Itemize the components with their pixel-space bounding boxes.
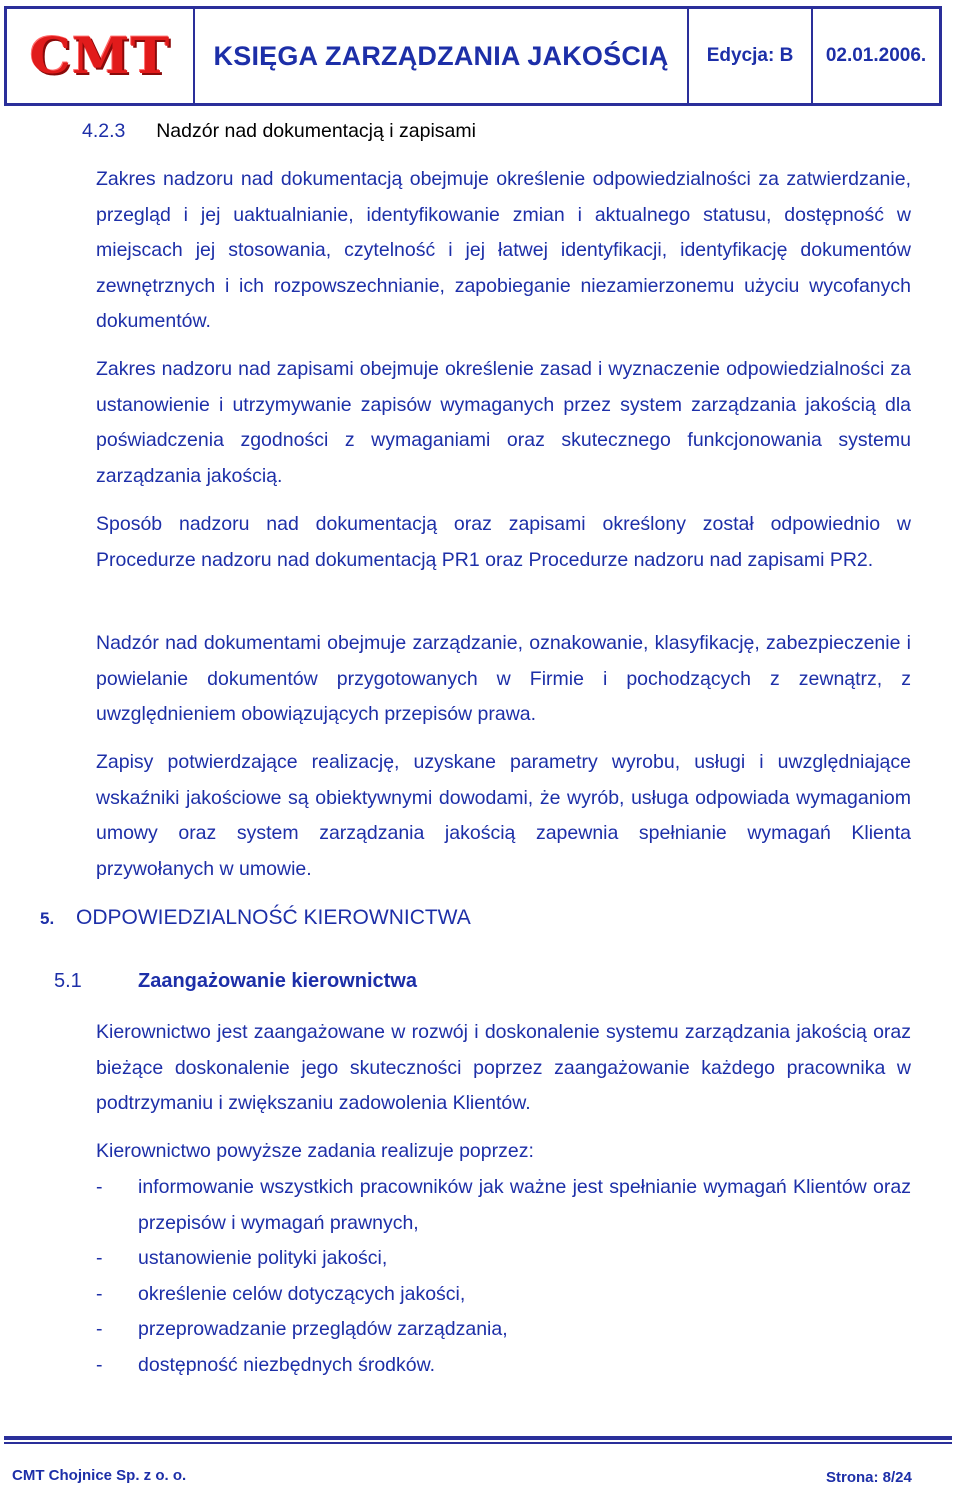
footer-company: CMT Chojnice Sp. z o. o. (12, 1467, 187, 1484)
list-item: - przeprowadzanie przeglądów zarządzania, (96, 1318, 508, 1341)
paragraph: Zakres nadzoru nad zapisami obejmuje określenie zasad i wyznaczenie odpowiedzialności za ustanowienie i utrzymywanie zapisów wymaganych przez system zarządzania jakością dla poświadczenia zgodności z wymaganiami oraz skutecznego funkcjonowania systemu zarządzania jakością. (96, 358, 911, 487)
list-item: - określenie celów dotyczących jakości, (96, 1282, 466, 1305)
footer-rule-thin (4, 1442, 952, 1444)
list-item: - ustanowienie polityki jakości, (96, 1247, 388, 1270)
paragraph: Kierownictwo powyższe zadania realizuje poprzez: (96, 1140, 534, 1162)
paragraph: Nadzór nad dokumentami obejmuje zarządzanie, oznakowanie, klasyfikację, zabezpieczenie i powielanie dokumentów przygotowanych w Firmie i pochodzących z zewnątrz, z uwzględnieniem obowiązujących przepisów prawa. (96, 632, 911, 726)
chapter-title: ODPOWIEDZIALNOŚĆ KIEROWNICTWA (76, 906, 471, 929)
edition-date: 02.01.2006. (825, 45, 927, 66)
paragraph: Kierownictwo jest zaangażowane w rozwój i doskonalenie systemu zarządzania jakością oraz bieżące doskonalenie jego skuteczności poprzez zaangażowanie każdego pracownika w podtrzymaniu i zwiększaniu zadowolenia Klientów. (96, 1021, 911, 1115)
company-logo (7, 9, 195, 103)
section-heading-423 (82, 120, 476, 143)
chapter-heading-5 (40, 906, 471, 930)
document-header (4, 6, 942, 106)
footer-page-number: Strona: 8/24 (826, 1469, 912, 1486)
document-title: KSIĘGA ZARZĄDZANIA JAKOŚCIĄ (195, 9, 689, 103)
responsibility-list (96, 1170, 911, 1384)
section-title: Nadzór nad dokumentacją i zapisami (156, 120, 476, 142)
list-item: - dostępność niezbędnych środków. (96, 1353, 436, 1376)
paragraph: Zapisy potwierdzające realizację, uzyskane parametry wyrobu, usługi i uwzględniające wskaźniki jakościowe są obiektywnymi dowodami, że wyrób, usługa odpowiada wymaganiom umowy oraz system zarządzania jakością zapewnia spełnianie wymagań Klienta przywołanych w umowie. (96, 751, 911, 880)
chapter-number: 5. (40, 909, 55, 928)
edition-label: Edycja: B (689, 9, 813, 103)
section-number: 4.2.3 (82, 120, 126, 142)
paragraph: Zakres nadzoru nad dokumentacją obejmuje określenie odpowiedzialności za zatwierdzanie, przegląd i jej uaktualnianie, identyfikowanie zmian i aktualnego statusu, dostępność w miejscach jej stosowania, czytelność i jej łatwej identyfikacji, identyfikację dokumentów zewnętrznych i ich rozpowszechnianie, zapobieganie niezamierzonemu użyciu wycofanych dokumentów. (96, 168, 911, 333)
paragraph: Sposób nadzoru nad dokumentacją oraz zapisami określony został odpowiednio w Procedurze nadzoru nad dokumentacją PR1 oraz Procedurze nadzoru nad zapisami PR2. (96, 513, 911, 571)
footer-rule-thick (4, 1436, 952, 1440)
logo-text: CMT (29, 27, 171, 85)
section-number: 5.1 (54, 970, 82, 992)
section-heading-51 (54, 970, 417, 993)
section-title: Zaangażowanie kierownictwa (138, 970, 417, 992)
list-item: - informowanie wszystkich pracowników jak ważne jest spełnianie wymagań Klientów oraz przepisów i wymagań prawnych, (96, 1176, 911, 1234)
